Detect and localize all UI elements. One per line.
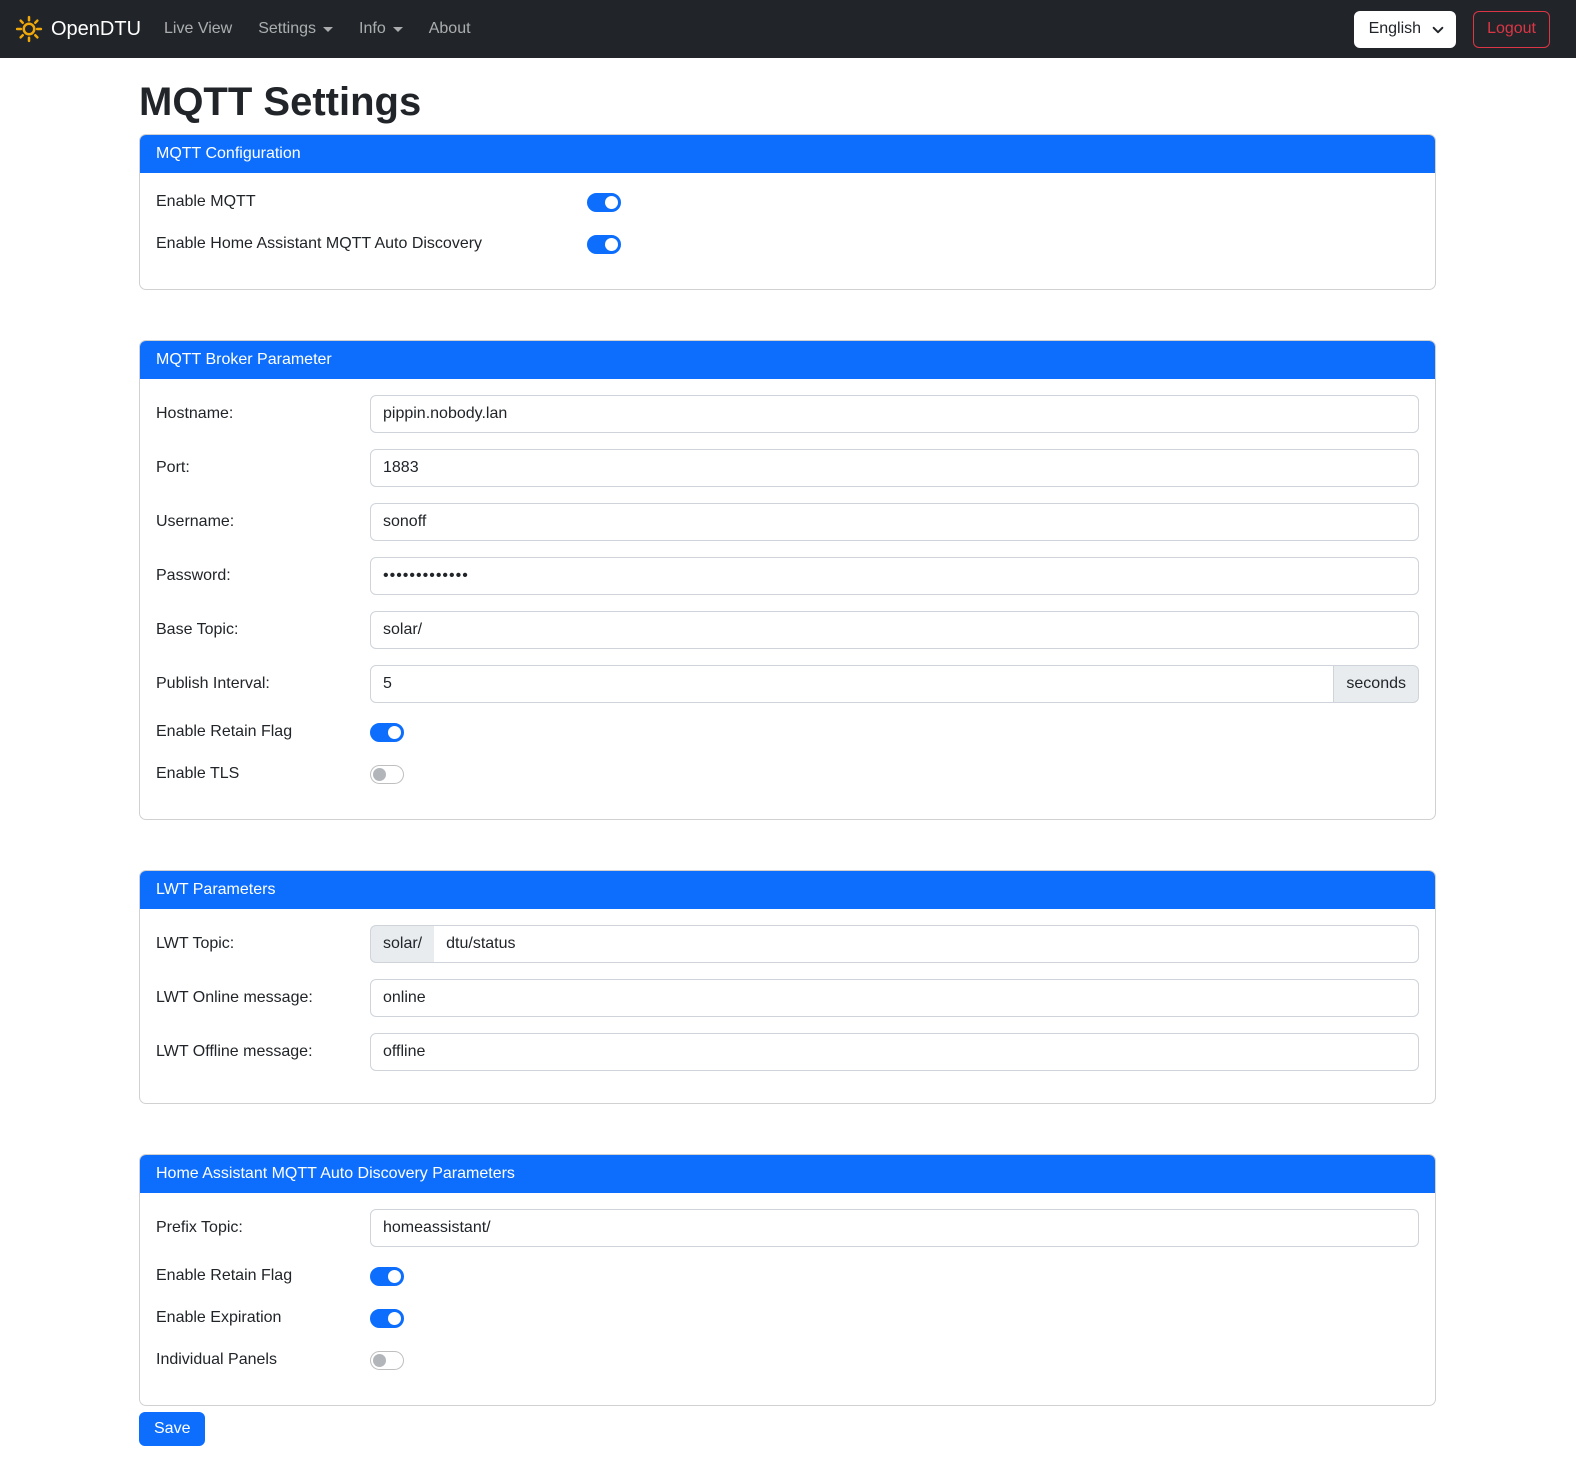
form-row-broker-retain (156, 719, 1419, 745)
lwt-topic-prefix: solar/ (370, 925, 434, 963)
card-header: Home Assistant MQTT Auto Discovery Parameters (140, 1155, 1435, 1193)
username-input[interactable] (370, 503, 1419, 541)
language-select-value: English (1368, 20, 1422, 37)
nav-item-about[interactable] (416, 12, 484, 46)
base-topic-input[interactable] (370, 611, 1419, 649)
logout-button[interactable]: Logout (1473, 11, 1550, 48)
prefix-topic-label: Prefix Topic: (156, 1219, 243, 1236)
enable-mqtt-switch[interactable] (587, 193, 621, 212)
form-row-password (156, 557, 1419, 595)
switch-knob (388, 726, 401, 739)
lwt-offline-input[interactable] (370, 1033, 1419, 1071)
enable-mqtt-label: Enable MQTT (156, 193, 256, 210)
broker-retain-switch[interactable] (370, 723, 404, 742)
card-body (140, 909, 1435, 1103)
caret-down-icon (323, 27, 333, 32)
hass-expiration-label: Enable Expiration (156, 1309, 282, 1326)
hass-expiration-switch[interactable] (370, 1309, 404, 1328)
form-row-lwt-offline (156, 1033, 1419, 1071)
form-row-enable-hass-discovery (156, 231, 1419, 257)
main-content (139, 78, 1436, 1471)
card-body (140, 1193, 1435, 1405)
form-row-lwt-online (156, 979, 1419, 1017)
card-header: MQTT Broker Parameter (140, 341, 1435, 379)
nav-item-settings[interactable] (245, 12, 346, 46)
publish-interval-input[interactable] (370, 665, 1334, 703)
form-row-enable-mqtt (156, 189, 1419, 215)
lwt-online-label: LWT Online message: (156, 989, 313, 1006)
form-row-publish-interval (156, 665, 1419, 703)
form-row-base-topic (156, 611, 1419, 649)
form-row-lwt-topic (156, 925, 1419, 963)
port-input[interactable] (370, 449, 1419, 487)
sun-icon (14, 14, 44, 44)
hostname-label: Hostname: (156, 405, 234, 422)
nav-item-label: About (428, 20, 471, 37)
nav-item-label: Info (359, 20, 386, 37)
enable-hass-discovery-label: Enable Home Assistant MQTT Auto Discovery (156, 235, 483, 252)
save-button[interactable]: Save (139, 1412, 205, 1446)
publish-interval-label: Publish Interval: (156, 675, 270, 692)
password-input[interactable] (370, 557, 1419, 595)
port-label: Port: (156, 459, 190, 476)
username-label: Username: (156, 513, 235, 530)
nav-item-label: Live View (164, 20, 233, 37)
mqtt-broker-card (139, 340, 1436, 820)
lwt-topic-group (370, 925, 1419, 963)
brand-label: OpenDTU (51, 17, 142, 40)
password-label: Password: (156, 567, 231, 584)
form-row-port (156, 449, 1419, 487)
hass-discovery-card (139, 1154, 1436, 1406)
individual-panels-switch[interactable] (370, 1351, 404, 1370)
page-title: MQTT Settings (139, 80, 422, 124)
publish-interval-group (370, 665, 1419, 703)
form-row-username (156, 503, 1419, 541)
switch-knob (373, 1354, 386, 1367)
card-body (140, 379, 1435, 819)
lwt-online-input[interactable] (370, 979, 1419, 1017)
top-navbar (0, 0, 1576, 58)
lwt-parameters-card (139, 870, 1436, 1104)
mqtt-configuration-card (139, 134, 1436, 290)
lwt-topic-label: LWT Topic: (156, 935, 235, 952)
form-row-prefix-topic (156, 1209, 1419, 1247)
chevron-down-icon (1431, 23, 1445, 42)
switch-knob (388, 1270, 401, 1283)
broker-retain-label: Enable Retain Flag (156, 723, 293, 740)
publish-interval-unit: seconds (1334, 665, 1419, 703)
enable-tls-switch[interactable] (370, 765, 404, 784)
prefix-topic-input[interactable] (370, 1209, 1419, 1247)
base-topic-label: Base Topic: (156, 621, 239, 638)
hass-retain-switch[interactable] (370, 1267, 404, 1286)
switch-knob (605, 238, 618, 251)
caret-down-icon (393, 27, 403, 32)
hostname-input[interactable] (370, 395, 1419, 433)
switch-knob (605, 196, 618, 209)
hass-retain-label: Enable Retain Flag (156, 1267, 293, 1284)
form-row-individual-panels (156, 1347, 1419, 1373)
nav-links (151, 12, 484, 46)
lwt-topic-input[interactable] (434, 925, 1419, 963)
brand-link[interactable] (14, 14, 141, 44)
form-row-hass-expiration (156, 1305, 1419, 1331)
switch-knob (373, 768, 386, 781)
card-body (140, 173, 1435, 289)
individual-panels-label: Individual Panels (156, 1351, 277, 1368)
switch-knob (388, 1312, 401, 1325)
form-row-hostname (156, 395, 1419, 433)
enable-hass-discovery-switch[interactable] (587, 235, 621, 254)
form-row-enable-tls (156, 761, 1419, 787)
card-header: MQTT Configuration (140, 135, 1435, 173)
nav-item-live-view[interactable] (151, 12, 245, 46)
nav-item-label: Settings (258, 20, 317, 37)
enable-tls-label: Enable TLS (156, 765, 240, 782)
lwt-offline-label: LWT Offline message: (156, 1043, 313, 1060)
language-select[interactable] (1354, 11, 1456, 48)
card-header: LWT Parameters (140, 871, 1435, 909)
nav-item-info[interactable] (346, 12, 416, 46)
form-row-hass-retain (156, 1263, 1419, 1289)
